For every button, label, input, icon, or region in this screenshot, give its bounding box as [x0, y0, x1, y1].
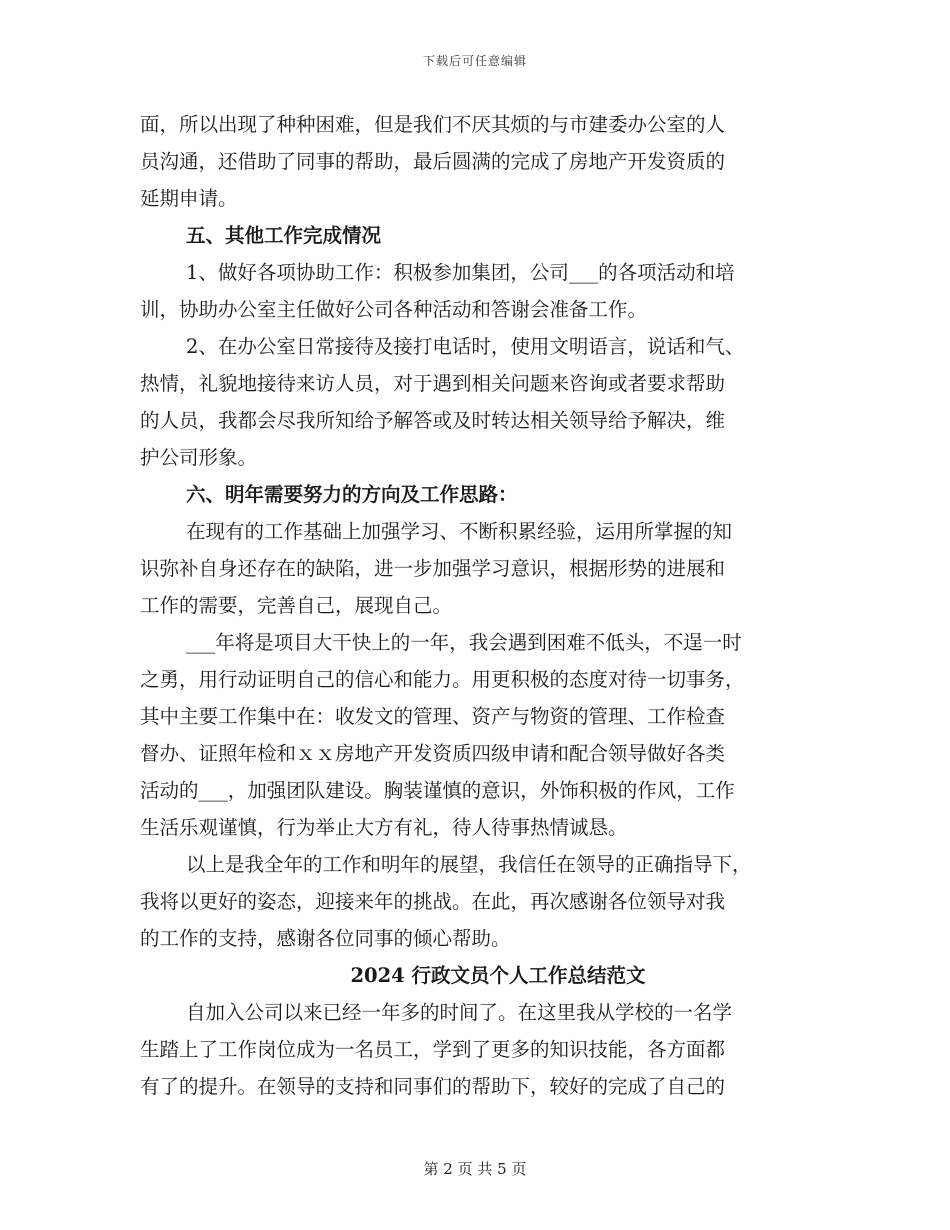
text-line: 有了的提升。在领导的支持和同事们的帮助下，较好的完成了自己的 — [140, 1075, 726, 1098]
text-line: 活动的___，加强团队建设。胸装谨慎的意识，外饰积极的作风，工作 — [140, 779, 735, 802]
text-line: 面，所以出现了种种困难，但是我们不厌其烦的与市建委办公室的人 — [140, 113, 726, 136]
text-line: 延期申请。 — [140, 187, 238, 210]
text-line: 的人员，我都会尽我所知给予解答或及时转达相关领导给予解决，维 — [140, 409, 726, 432]
text-line: 在现有的工作基础上加强学习、不断积累经验，运用所掌握的知 — [186, 520, 733, 543]
text-line: 训，协助办公室主任做好公司各种活动和答谢会准备工作。 — [140, 298, 648, 321]
text-line: 热情，礼貌地接待来访人员，对于遇到相关问题来咨询或者要求帮助 — [140, 372, 726, 395]
text-line: 其中主要工作集中在：收发文的管理、资产与物资的管理、工作检查 — [140, 705, 726, 728]
text-line: 以上是我全年的工作和明年的展望，我信任在领导的正确指导下， — [186, 853, 752, 876]
text-line: 的工作的支持，感谢各位同事的倾心帮助。 — [140, 927, 511, 950]
page-number-footer: 第 2 页 共 5 页 — [423, 1160, 527, 1178]
text-line: 员沟通，还借助了同事的帮助，最后圆满的完成了房地产开发资质的 — [140, 150, 726, 173]
section-heading: 六、明年需要努力的方向及工作思路： — [186, 483, 518, 506]
text-line: 1、做好各项协助工作：积极参加集团，公司___的各项活动和培 — [186, 261, 735, 284]
text-line: 护公司形象。 — [140, 446, 258, 469]
text-line: 督办、证照年检和ｘｘ房地产开发资质四级申请和配合领导做好各类 — [140, 742, 726, 765]
text-line: 工作的需要，完善自己，展现自己。 — [140, 594, 453, 617]
document-body — [140, 106, 816, 1105]
text-line: 自加入公司以来已经一年多的时间了。在这里我从学校的一名学 — [186, 1001, 733, 1024]
text-line: 我将以更好的姿态，迎接来年的挑战。在此，再次感谢各位领导对我 — [140, 890, 726, 913]
text-line: 生踏上了工作岗位成为一名员工，学到了更多的知识技能，各方面都 — [140, 1038, 726, 1061]
text-line: 识弥补自身还存在的缺陷，进一步加强学习意识，根据形势的进展和 — [140, 557, 726, 580]
page-header-note: 下载后可任意编辑 — [422, 54, 527, 68]
document-title: 2024 行政文员个人工作总结范文 — [350, 964, 646, 987]
section-heading: 五、其他工作完成情况 — [186, 224, 382, 247]
text-line: 生活乐观谨慎，行为举止大方有礼，待人待事热情诚恳。 — [140, 816, 628, 839]
text-line: 2、在办公室日常接待及接打电话时，使用文明语言，说话和气、 — [186, 335, 745, 358]
text-line: ___年将是项目大干快上的一年，我会遇到困难不低头，不逞一时 — [186, 631, 742, 654]
text-line: 之勇，用行动证明自己的信心和能力。用更积极的态度对待一切事务， — [140, 668, 745, 691]
